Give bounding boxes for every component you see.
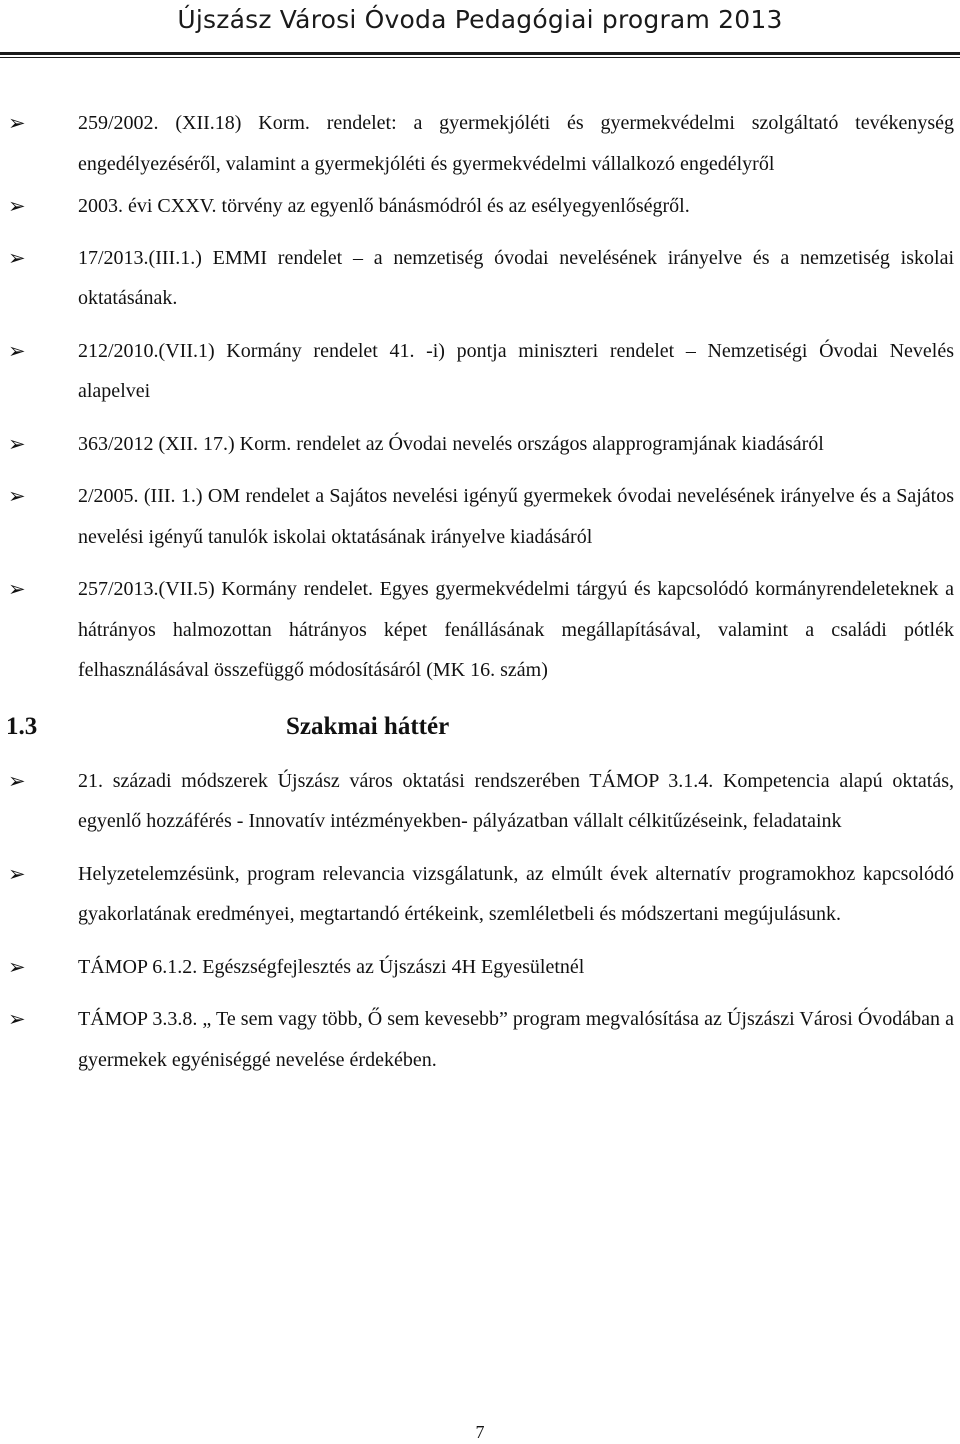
header-rule-thin — [0, 57, 960, 58]
arrow-bullet-icon: ➢ — [8, 768, 26, 793]
list-item-text: 2003. évi CXXV. törvény az egyenlő bánásmódról és az esélyegyenlőségről. — [78, 195, 690, 217]
list-item — [8, 103, 954, 184]
list-item — [8, 331, 954, 412]
arrow-bullet-icon: ➢ — [8, 954, 26, 979]
arrow-bullet-icon: ➢ — [8, 431, 26, 456]
list-item — [8, 569, 954, 691]
list-item-text: TÁMOP 3.3.8. „ Te sem vagy több, Ő sem kevesebb” program megvalósítása az Újszászi Városi Óvodában a gyermekek egyéniséggé nevelése érdekében. — [78, 1008, 954, 1071]
list-item — [8, 999, 954, 1080]
arrow-bullet-icon: ➢ — [8, 245, 26, 270]
section-number: 1.3 — [6, 712, 38, 740]
document-body — [0, 103, 960, 1080]
list-item-text: 257/2013.(VII.5) Kormány rendelet. Egyes gyermekvédelmi tárgyú és kapcsolódó kormányrendeleteknek a hátrányos halmozottan hátrányos képet fenállásának megállapításával, valamint a családi pótlék felhasználásával összefüggő módosításáról (MK 16. szám) — [78, 578, 954, 681]
list-item — [8, 238, 954, 319]
list-item — [8, 424, 954, 465]
arrow-bullet-icon: ➢ — [8, 338, 26, 363]
list-item-text: 17/2013.(III.1.) EMMI rendelet – a nemzetiség óvodai nevelésének irányelve és a nemzetiség iskolai oktatásának. — [78, 246, 954, 309]
section-title: Szakmai háttér — [286, 712, 450, 740]
list-item-text: TÁMOP 6.1.2. Egészségfejlesztés az Újszászi 4H Egyesületnél — [78, 955, 585, 978]
list-item — [8, 947, 954, 988]
arrow-bullet-icon: ➢ — [8, 194, 26, 218]
page-header — [0, 0, 960, 46]
arrow-bullet-icon: ➢ — [8, 1007, 26, 1031]
header-rule-thick — [0, 52, 960, 55]
list-item-text: 212/2010.(VII.1) Kormány rendelet 41. -i) pontja miniszteri rendelet – Nemzetiségi Óvodai Nevelés alapelvei — [78, 339, 954, 402]
arrow-bullet-icon: ➢ — [8, 861, 26, 886]
arrow-bullet-icon: ➢ — [8, 111, 26, 135]
list-item — [8, 476, 954, 557]
list-item — [8, 761, 954, 842]
arrow-bullet-icon: ➢ — [8, 484, 26, 508]
list-item-text: 363/2012 (XII. 17.) Korm. rendelet az Óvodai nevelés országos alapprogramjának kiadásáról — [78, 432, 824, 455]
list-item — [8, 186, 954, 227]
arrow-bullet-icon: ➢ — [8, 577, 26, 601]
list-item-text: 259/2002. (XII.18) Korm. rendelet: a gyermekjóléti és gyermekvédelmi szolgáltató tevékenység engedélyezéséről, valamint a gyermekjóléti és gyermekvédelmi vállalkozó engedélyről — [78, 112, 954, 175]
page-number: 7 — [475, 1422, 485, 1442]
list-item — [8, 854, 954, 935]
list-item-text: Helyzetelemzésünk, program relevancia vizsgálatunk, az elmúlt évek alternatív programokhoz kapcsolódó gyakorlatának eredményei, megtartandó értékeink, szemléletbeli és módszertani megújulásunk. — [78, 862, 954, 925]
list-item-text: 2/2005. (III. 1.) OM rendelet a Sajátos nevelési igényű gyermekek óvodai nevelésének irányelve és a Sajátos nevelési igényű tanulók iskolai oktatásának irányelve kiadásáról — [78, 485, 954, 548]
section-heading — [0, 697, 960, 757]
list-item-text: 21. századi módszerek Újszász város oktatási rendszerében TÁMOP 3.1.4. Kompetencia alapú oktatás, egyenlő hozzáférés - Innovatív intézményekben- pályázatban vállalt célkitűzéseink, feladataink — [78, 769, 954, 832]
header-title: Újszász Városi Óvoda Pedagógiai program 2013 — [177, 5, 783, 34]
